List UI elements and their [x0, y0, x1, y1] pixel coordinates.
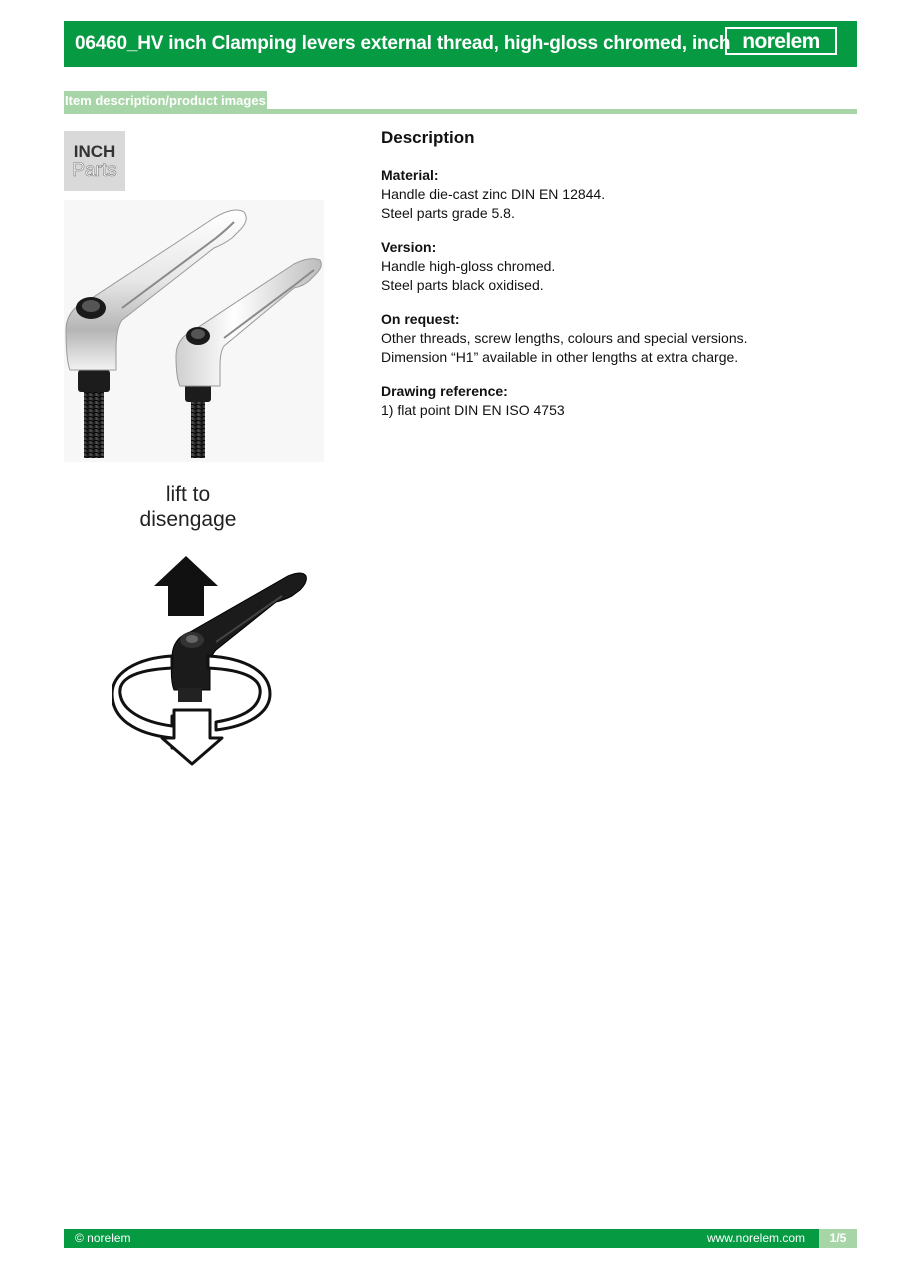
- on-request-line: Dimension “H1” available in other lengths at extra charge.: [381, 349, 739, 365]
- material-group: [381, 166, 851, 223]
- version-line: Handle high-gloss chromed.: [381, 258, 556, 274]
- drawing-reference-group: [381, 382, 851, 420]
- material-line: Handle die-cast zinc DIN EN 12844.: [381, 186, 606, 202]
- up-arrow-icon: [154, 556, 218, 616]
- drawing-reference-line: 1) flat point DIN EN ISO 4753: [381, 402, 565, 418]
- lift-to-disengage-label: [118, 482, 258, 532]
- page-title: 06460_HV inch Clamping levers external thread, high-gloss chromed, inch: [75, 33, 731, 54]
- version-line: Steel parts black oxidised.: [381, 277, 544, 293]
- description-heading: Description: [381, 128, 475, 147]
- page-footer: [64, 1229, 857, 1248]
- on-request-label: On request:: [381, 311, 460, 327]
- norelem-logo: norelem: [725, 27, 837, 55]
- badge-parts-text: Parts: [72, 160, 117, 181]
- material-label: Material:: [381, 167, 439, 183]
- inch-parts-badge: [64, 131, 125, 191]
- footer-website-link[interactable]: www.norelem.com: [706, 1231, 805, 1245]
- lift-text-line1: lift to: [165, 483, 211, 506]
- chromed-clamping-levers-image: [64, 200, 324, 462]
- on-request-group: [381, 310, 851, 367]
- footer-page-number: 1/5: [819, 1229, 857, 1248]
- drawing-reference-label: Drawing reference:: [381, 383, 508, 399]
- section-label: Item description/product images: [64, 91, 267, 111]
- material-line: Steel parts grade 5.8.: [381, 205, 515, 221]
- page-header: [64, 21, 857, 67]
- badge-inch-text: INCH: [73, 142, 116, 161]
- version-label: Version:: [381, 239, 437, 255]
- lift-to-disengage-diagram: [112, 550, 312, 770]
- lift-text-line2: disengage: [139, 508, 237, 531]
- version-group: [381, 238, 851, 295]
- footer-copyright: © norelem: [75, 1231, 131, 1245]
- on-request-line: Other threads, screw lengths, colours and special versions.: [381, 330, 748, 346]
- description-section: [381, 128, 851, 435]
